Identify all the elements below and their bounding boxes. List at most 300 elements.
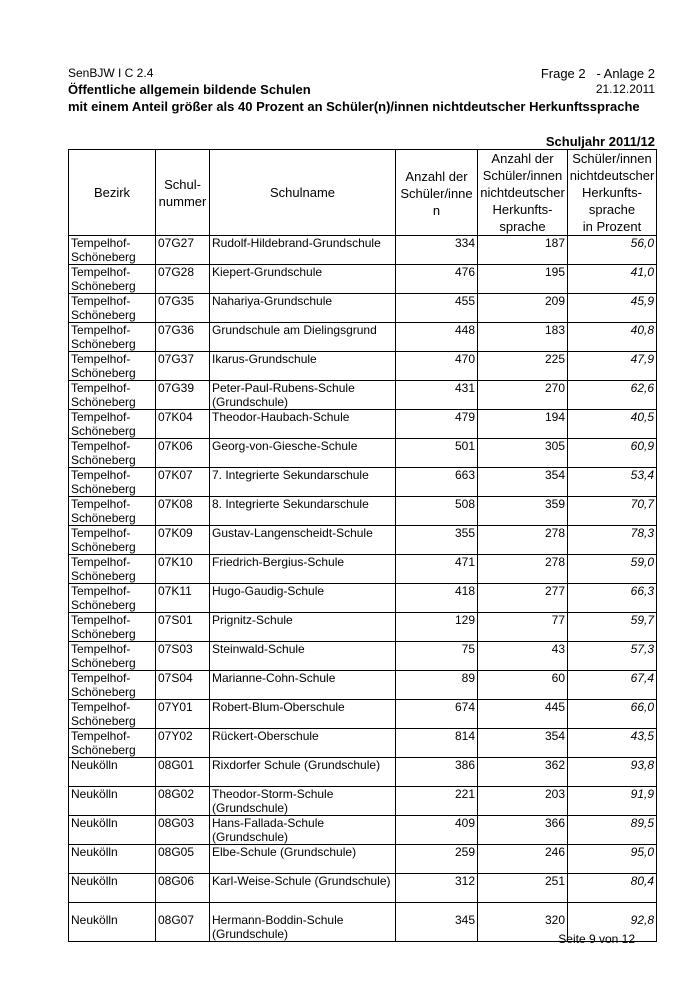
cell-schulnummer bbox=[156, 700, 210, 729]
cell-anzahl-ndh bbox=[478, 381, 568, 410]
cell-anzahl-schueler bbox=[396, 410, 478, 439]
cell-anzahl-schueler-text: 334 bbox=[454, 236, 475, 250]
cell-schulname-text: Gustav-Langenscheidt-Schule bbox=[212, 526, 373, 540]
cell-bezirk bbox=[69, 642, 156, 671]
cell-anzahl-ndh bbox=[478, 671, 568, 700]
cell-bezirk-text: Schöneberg bbox=[71, 569, 136, 583]
cell-schulname-text: Prignitz-Schule bbox=[212, 613, 293, 627]
cell-anzahl-ndh bbox=[478, 613, 568, 642]
cell-anzahl-ndh bbox=[478, 729, 568, 758]
col-ndh-line: Herkunfts- bbox=[492, 202, 553, 217]
cell-prozent bbox=[568, 352, 657, 381]
table-row bbox=[69, 874, 657, 903]
cell-anzahl-schueler bbox=[396, 468, 478, 497]
cell-schulnummer-text: 08G01 bbox=[158, 758, 195, 772]
col-anzahl-schueler bbox=[396, 150, 478, 236]
cell-schulnummer bbox=[156, 758, 210, 787]
cell-schulname bbox=[210, 642, 396, 671]
cell-schulname-text: 7. Integrierte Sekundarschule bbox=[212, 468, 369, 482]
cell-prozent-text: 95,0 bbox=[630, 845, 654, 859]
cell-prozent bbox=[568, 787, 657, 816]
cell-bezirk-text: Neukölln bbox=[71, 758, 118, 772]
col-anzahl-line: Schüler/inne bbox=[400, 186, 473, 201]
cell-schulnummer-text: 08G02 bbox=[158, 787, 195, 801]
cell-anzahl-ndh bbox=[478, 758, 568, 787]
cell-anzahl-schueler bbox=[396, 265, 478, 294]
cell-prozent bbox=[568, 642, 657, 671]
cell-prozent-text: 91,9 bbox=[630, 787, 654, 801]
cell-anzahl-ndh-text: 60 bbox=[551, 671, 565, 685]
cell-anzahl-schueler bbox=[396, 352, 478, 381]
cell-anzahl-schueler-text: 448 bbox=[454, 323, 475, 337]
cell-schulname bbox=[210, 294, 396, 323]
cell-schulnummer bbox=[156, 439, 210, 468]
table-row bbox=[69, 497, 657, 526]
cell-prozent bbox=[568, 874, 657, 903]
cell-schulname-text: Rixdorfer Schule (Grundschule) bbox=[212, 758, 381, 772]
cell-bezirk-text: Tempelhof- bbox=[71, 526, 131, 540]
cell-schulnummer bbox=[156, 642, 210, 671]
cell-prozent bbox=[568, 526, 657, 555]
cell-prozent bbox=[568, 323, 657, 352]
cell-prozent-text: 93,8 bbox=[630, 758, 654, 772]
cell-schulnummer bbox=[156, 845, 210, 874]
cell-schulname-text: (Grundschule) bbox=[212, 395, 289, 409]
cell-prozent-text: 80,4 bbox=[630, 874, 654, 888]
cell-bezirk bbox=[69, 816, 156, 845]
table-row bbox=[69, 758, 657, 787]
cell-anzahl-schueler-text: 663 bbox=[454, 468, 475, 482]
table-body bbox=[69, 236, 657, 942]
cell-schulname-text: Theodor-Haubach-Schule bbox=[212, 410, 350, 424]
cell-schulname bbox=[210, 439, 396, 468]
cell-prozent-text: 43,5 bbox=[630, 729, 654, 743]
cell-prozent bbox=[568, 410, 657, 439]
cell-anzahl-ndh-text: 445 bbox=[544, 700, 565, 714]
cell-prozent bbox=[568, 265, 657, 294]
cell-anzahl-schueler-text: 470 bbox=[454, 352, 475, 366]
cell-schulname-text: Nahariya-Grundschule bbox=[212, 294, 333, 308]
cell-schulname-text: Steinwald-Schule bbox=[212, 642, 305, 656]
cell-anzahl-ndh bbox=[478, 352, 568, 381]
table-row bbox=[69, 381, 657, 410]
cell-bezirk-text: Tempelhof- bbox=[71, 294, 131, 308]
cell-anzahl-schueler-text: 409 bbox=[454, 816, 475, 830]
cell-bezirk-text: Neukölln bbox=[71, 816, 118, 830]
cell-schulnummer-text: 07K07 bbox=[158, 468, 193, 482]
cell-schulnummer-text: 08G03 bbox=[158, 816, 195, 830]
col-prozent-line: Schüler/innen bbox=[572, 151, 652, 166]
table-row bbox=[69, 729, 657, 758]
cell-anzahl-ndh-text: 354 bbox=[544, 729, 565, 743]
cell-bezirk bbox=[69, 874, 156, 903]
cell-prozent-text: 89,5 bbox=[630, 816, 654, 830]
cell-anzahl-schueler-text: 501 bbox=[454, 439, 475, 453]
cell-bezirk bbox=[69, 323, 156, 352]
cell-schulname-text: Theodor-Storm-Schule bbox=[212, 787, 334, 801]
cell-anzahl-schueler bbox=[396, 323, 478, 352]
cell-anzahl-ndh-text: 43 bbox=[551, 642, 565, 656]
cell-prozent-text: 40,5 bbox=[630, 410, 654, 424]
cell-anzahl-schueler-text: 479 bbox=[454, 410, 475, 424]
cell-bezirk bbox=[69, 236, 156, 265]
cell-bezirk-text: Schöneberg bbox=[71, 279, 136, 293]
table-row bbox=[69, 787, 657, 816]
cell-anzahl-schueler-text: 455 bbox=[454, 294, 475, 308]
cell-prozent-text: 56,0 bbox=[630, 236, 654, 250]
cell-bezirk-text: Tempelhof- bbox=[71, 584, 131, 598]
cell-bezirk-text: Schöneberg bbox=[71, 540, 136, 554]
cell-prozent-text: 59,7 bbox=[630, 613, 654, 627]
cell-anzahl-ndh bbox=[478, 236, 568, 265]
cell-bezirk-text: Schöneberg bbox=[71, 511, 136, 525]
cell-prozent bbox=[568, 236, 657, 265]
cell-bezirk-text: Schöneberg bbox=[71, 656, 136, 670]
cell-schulnummer-text: 08G05 bbox=[158, 845, 195, 859]
cell-bezirk bbox=[69, 468, 156, 497]
attachment-reference: Frage 2 - Anlage 2 bbox=[540, 66, 655, 81]
cell-anzahl-schueler bbox=[396, 555, 478, 584]
cell-anzahl-ndh-text: 359 bbox=[544, 497, 565, 511]
cell-anzahl-ndh-text: 187 bbox=[544, 236, 565, 250]
cell-anzahl-ndh-text: 225 bbox=[544, 352, 565, 366]
cell-anzahl-schueler bbox=[396, 787, 478, 816]
cell-schulnummer-text: 07S01 bbox=[158, 613, 193, 627]
cell-schulnummer bbox=[156, 671, 210, 700]
cell-anzahl-ndh-text: 251 bbox=[544, 874, 565, 888]
cell-prozent-text: 67,4 bbox=[630, 671, 654, 685]
cell-anzahl-schueler-text: 259 bbox=[454, 845, 475, 859]
cell-bezirk-text: Schöneberg bbox=[71, 714, 136, 728]
cell-schulnummer-text: 07K11 bbox=[158, 584, 192, 598]
table-row bbox=[69, 845, 657, 874]
cell-anzahl-ndh-text: 203 bbox=[544, 787, 565, 801]
cell-schulnummer-text: 08G06 bbox=[158, 874, 195, 888]
cell-bezirk bbox=[69, 758, 156, 787]
cell-bezirk-text: Schöneberg bbox=[71, 743, 136, 757]
cell-schulname-text: Elbe-Schule (Grundschule) bbox=[212, 845, 357, 859]
table-row bbox=[69, 700, 657, 729]
cell-schulname bbox=[210, 758, 396, 787]
cell-anzahl-schueler-text: 674 bbox=[454, 700, 475, 714]
cell-anzahl-schueler bbox=[396, 613, 478, 642]
cell-anzahl-schueler bbox=[396, 526, 478, 555]
cell-schulnummer bbox=[156, 584, 210, 613]
cell-schulname bbox=[210, 816, 396, 845]
cell-prozent-text: 66,3 bbox=[630, 584, 654, 598]
table-row bbox=[69, 265, 657, 294]
col-ndh-line: sprache bbox=[499, 219, 546, 234]
cell-schulname-text: Ikarus-Grundschule bbox=[212, 352, 317, 366]
cell-schulnummer-text: 07K04 bbox=[158, 410, 193, 424]
cell-schulname-text: Hans-Fallada-Schule bbox=[212, 816, 325, 830]
table-row bbox=[69, 584, 657, 613]
cell-schulname bbox=[210, 903, 396, 942]
cell-prozent bbox=[568, 294, 657, 323]
cell-anzahl-ndh bbox=[478, 439, 568, 468]
cell-anzahl-ndh-text: 278 bbox=[544, 526, 565, 540]
cell-schulnummer-text: 07K08 bbox=[158, 497, 193, 511]
table-row bbox=[69, 439, 657, 468]
cell-prozent bbox=[568, 497, 657, 526]
cell-schulnummer bbox=[156, 352, 210, 381]
cell-bezirk bbox=[69, 555, 156, 584]
cell-anzahl-ndh-text: 209 bbox=[544, 294, 565, 308]
col-ndh-line: Schüler/innen bbox=[482, 168, 563, 183]
table-row bbox=[69, 323, 657, 352]
cell-schulname-text: Marianne-Cohn-Schule bbox=[212, 671, 336, 685]
cell-anzahl-ndh bbox=[478, 410, 568, 439]
cell-bezirk bbox=[69, 439, 156, 468]
cell-bezirk bbox=[69, 381, 156, 410]
cell-anzahl-schueler bbox=[396, 845, 478, 874]
cell-schulname-text: Hermann-Boddin-Schule bbox=[212, 913, 344, 927]
cell-prozent-text: 62,6 bbox=[630, 381, 654, 395]
cell-schulnummer bbox=[156, 381, 210, 410]
cell-anzahl-ndh-text: 194 bbox=[544, 410, 565, 424]
cell-anzahl-ndh bbox=[478, 874, 568, 903]
cell-prozent bbox=[568, 758, 657, 787]
cell-anzahl-schueler-text: 75 bbox=[461, 642, 475, 656]
col-schulname: Schulname bbox=[210, 150, 396, 236]
cell-anzahl-ndh bbox=[478, 468, 568, 497]
cell-schulnummer bbox=[156, 323, 210, 352]
table-row bbox=[69, 294, 657, 323]
cell-bezirk-text: Schöneberg bbox=[71, 250, 136, 264]
cell-bezirk bbox=[69, 526, 156, 555]
cell-anzahl-ndh bbox=[478, 497, 568, 526]
cell-schulnummer bbox=[156, 497, 210, 526]
cell-schulnummer bbox=[156, 265, 210, 294]
cell-schulnummer bbox=[156, 555, 210, 584]
cell-schulnummer bbox=[156, 468, 210, 497]
cell-bezirk-text: Schöneberg bbox=[71, 337, 136, 351]
cell-prozent bbox=[568, 671, 657, 700]
cell-bezirk bbox=[69, 584, 156, 613]
header-row-1 bbox=[68, 66, 655, 81]
cell-anzahl-schueler bbox=[396, 294, 478, 323]
col-bezirk: Bezirk bbox=[69, 150, 156, 236]
cell-schulnummer bbox=[156, 294, 210, 323]
cell-prozent-text: 53,4 bbox=[630, 468, 654, 482]
cell-anzahl-schueler-text: 476 bbox=[454, 265, 475, 279]
cell-schulname bbox=[210, 845, 396, 874]
cell-bezirk-text: Schöneberg bbox=[71, 482, 136, 496]
cell-anzahl-schueler-text: 471 bbox=[454, 555, 475, 569]
cell-anzahl-ndh bbox=[478, 642, 568, 671]
table-row bbox=[69, 555, 657, 584]
cell-bezirk-text: Tempelhof- bbox=[71, 236, 131, 250]
table-row bbox=[69, 410, 657, 439]
col-prozent-line: sprache bbox=[588, 202, 636, 217]
cell-anzahl-ndh bbox=[478, 294, 568, 323]
cell-schulname-text: (Grundschule) bbox=[212, 801, 289, 815]
cell-schulname-text: 8. Integrierte Sekundarschule bbox=[212, 497, 369, 511]
cell-bezirk bbox=[69, 671, 156, 700]
header-row-2 bbox=[68, 82, 655, 97]
cell-bezirk-text: Tempelhof- bbox=[71, 642, 131, 656]
cell-anzahl-schueler bbox=[396, 700, 478, 729]
cell-bezirk bbox=[69, 787, 156, 816]
cell-schulname-text: Rudolf-Hildebrand-Grundschule bbox=[212, 236, 381, 250]
cell-schulnummer bbox=[156, 903, 210, 942]
cell-anzahl-schueler bbox=[396, 729, 478, 758]
document-title: Öffentliche allgemein bildende Schulen bbox=[68, 82, 311, 97]
cell-schulnummer-text: 07Y01 bbox=[158, 700, 193, 714]
cell-schulname-text: Georg-von-Giesche-Schule bbox=[212, 439, 358, 453]
cell-anzahl-ndh-text: 278 bbox=[544, 555, 565, 569]
table-row bbox=[69, 526, 657, 555]
cell-prozent-text: 59,0 bbox=[630, 555, 654, 569]
cell-anzahl-ndh-text: 183 bbox=[544, 323, 565, 337]
col-anzahl-line: n bbox=[432, 203, 441, 218]
cell-prozent bbox=[568, 584, 657, 613]
table-row bbox=[69, 468, 657, 497]
cell-schulname-text: Kiepert-Grundschule bbox=[212, 265, 323, 279]
cell-prozent bbox=[568, 439, 657, 468]
cell-bezirk bbox=[69, 729, 156, 758]
col-schulnummer-line: Schul- bbox=[164, 176, 201, 192]
cell-bezirk-text: Neukölln bbox=[71, 913, 118, 927]
cell-prozent-text: 57,3 bbox=[630, 642, 654, 656]
cell-schulname bbox=[210, 410, 396, 439]
cell-anzahl-schueler bbox=[396, 236, 478, 265]
cell-anzahl-ndh bbox=[478, 584, 568, 613]
cell-anzahl-schueler bbox=[396, 439, 478, 468]
document-date: 21.12.2011 bbox=[595, 82, 655, 96]
cell-bezirk bbox=[69, 265, 156, 294]
cell-anzahl-ndh-text: 270 bbox=[544, 381, 565, 395]
cell-anzahl-ndh-text: 195 bbox=[544, 265, 565, 279]
col-ndh-line: Anzahl der bbox=[491, 151, 554, 166]
cell-schulnummer-text: 07G39 bbox=[158, 381, 195, 395]
table-row bbox=[69, 352, 657, 381]
cell-prozent-text: 70,7 bbox=[630, 497, 654, 511]
cell-prozent-text: 40,8 bbox=[630, 323, 654, 337]
col-prozent bbox=[568, 150, 657, 236]
cell-bezirk-text: Tempelhof- bbox=[71, 439, 131, 453]
cell-schulname bbox=[210, 265, 396, 294]
cell-anzahl-schueler-text: 355 bbox=[454, 526, 475, 540]
cell-anzahl-schueler bbox=[396, 758, 478, 787]
cell-anzahl-ndh bbox=[478, 816, 568, 845]
cell-anzahl-schueler bbox=[396, 381, 478, 410]
cell-schulname bbox=[210, 381, 396, 410]
cell-prozent-text: 41,0 bbox=[630, 265, 654, 279]
cell-anzahl-ndh-text: 277 bbox=[544, 584, 565, 598]
cell-bezirk-text: Tempelhof- bbox=[71, 352, 131, 366]
cell-prozent bbox=[568, 468, 657, 497]
cell-bezirk-text: Neukölln bbox=[71, 787, 118, 801]
page-number: Seite 9 von 12 bbox=[558, 932, 635, 946]
cell-schulname-text: Karl-Weise-Schule (Grundschule) bbox=[212, 874, 391, 888]
cell-anzahl-ndh-text: 320 bbox=[544, 913, 565, 927]
cell-bezirk bbox=[69, 497, 156, 526]
table-row bbox=[69, 671, 657, 700]
table-row bbox=[69, 236, 657, 265]
cell-schulname bbox=[210, 236, 396, 265]
cell-bezirk-text: Tempelhof- bbox=[71, 410, 131, 424]
cell-schulname bbox=[210, 700, 396, 729]
cell-anzahl-ndh bbox=[478, 555, 568, 584]
cell-anzahl-schueler-text: 345 bbox=[454, 913, 475, 927]
cell-schulnummer bbox=[156, 236, 210, 265]
cell-bezirk-text: Schöneberg bbox=[71, 453, 136, 467]
cell-prozent bbox=[568, 555, 657, 584]
cell-schulname-text: Rückert-Oberschule bbox=[212, 729, 319, 743]
cell-prozent-text: 45,9 bbox=[630, 294, 654, 308]
cell-schulnummer-text: 07G35 bbox=[158, 294, 195, 308]
cell-anzahl-schueler-text: 221 bbox=[454, 787, 475, 801]
cell-anzahl-ndh bbox=[478, 700, 568, 729]
cell-prozent bbox=[568, 700, 657, 729]
table-row bbox=[69, 642, 657, 671]
cell-anzahl-schueler-text: 431 bbox=[454, 381, 475, 395]
cell-schulnummer-text: 07S03 bbox=[158, 642, 193, 656]
cell-anzahl-schueler-text: 89 bbox=[461, 671, 475, 685]
cell-schulnummer-text: 07K10 bbox=[158, 555, 193, 569]
cell-anzahl-schueler bbox=[396, 584, 478, 613]
cell-bezirk-text: Tempelhof- bbox=[71, 497, 131, 511]
cell-schulname bbox=[210, 613, 396, 642]
cell-prozent bbox=[568, 613, 657, 642]
cell-bezirk bbox=[69, 410, 156, 439]
cell-schulname bbox=[210, 497, 396, 526]
cell-anzahl-ndh bbox=[478, 526, 568, 555]
cell-schulname bbox=[210, 323, 396, 352]
cell-schulnummer-text: 07Y02 bbox=[158, 729, 193, 743]
cell-schulname bbox=[210, 352, 396, 381]
cell-bezirk-text: Schöneberg bbox=[71, 395, 136, 409]
cell-prozent-text: 78,3 bbox=[630, 526, 654, 540]
cell-schulnummer-text: 07G27 bbox=[158, 236, 195, 250]
cell-bezirk bbox=[69, 903, 156, 942]
cell-bezirk bbox=[69, 294, 156, 323]
cell-schulnummer-text: 07G37 bbox=[158, 352, 195, 366]
cell-schulname bbox=[210, 555, 396, 584]
cell-prozent-text: 60,9 bbox=[630, 439, 654, 453]
cell-schulname-text: (Grundschule) bbox=[212, 830, 289, 844]
col-prozent-line: in Prozent bbox=[582, 219, 642, 234]
cell-bezirk-text: Neukölln bbox=[71, 874, 118, 888]
cell-schulname-text: Grundschule am Dielingsgrund bbox=[212, 323, 377, 337]
cell-anzahl-ndh-text: 366 bbox=[544, 816, 565, 830]
cell-schulname-text: Friedrich-Bergius-Schule bbox=[212, 555, 345, 569]
cell-prozent bbox=[568, 729, 657, 758]
cell-schulnummer bbox=[156, 526, 210, 555]
cell-bezirk-text: Tempelhof- bbox=[71, 671, 131, 685]
cell-bezirk bbox=[69, 845, 156, 874]
cell-schulname-text: Peter-Paul-Rubens-Schule bbox=[212, 381, 355, 395]
cell-anzahl-ndh-text: 305 bbox=[544, 439, 565, 453]
cell-bezirk-text: Tempelhof- bbox=[71, 381, 131, 395]
table-row bbox=[69, 613, 657, 642]
table-header-row bbox=[69, 150, 657, 236]
cell-anzahl-ndh bbox=[478, 903, 568, 942]
cell-anzahl-ndh-text: 362 bbox=[544, 758, 565, 772]
cell-schulnummer bbox=[156, 787, 210, 816]
cell-prozent-text: 47,9 bbox=[630, 352, 654, 366]
col-schulnummer bbox=[156, 150, 210, 236]
cell-prozent-text: 66,0 bbox=[630, 700, 654, 714]
cell-schulname-text: (Grundschule) bbox=[212, 927, 289, 941]
cell-anzahl-schueler-text: 312 bbox=[454, 874, 475, 888]
cell-anzahl-ndh bbox=[478, 845, 568, 874]
cell-schulname bbox=[210, 584, 396, 613]
cell-schulnummer bbox=[156, 874, 210, 903]
cell-anzahl-ndh bbox=[478, 787, 568, 816]
cell-prozent-text: 92,8 bbox=[630, 913, 654, 927]
